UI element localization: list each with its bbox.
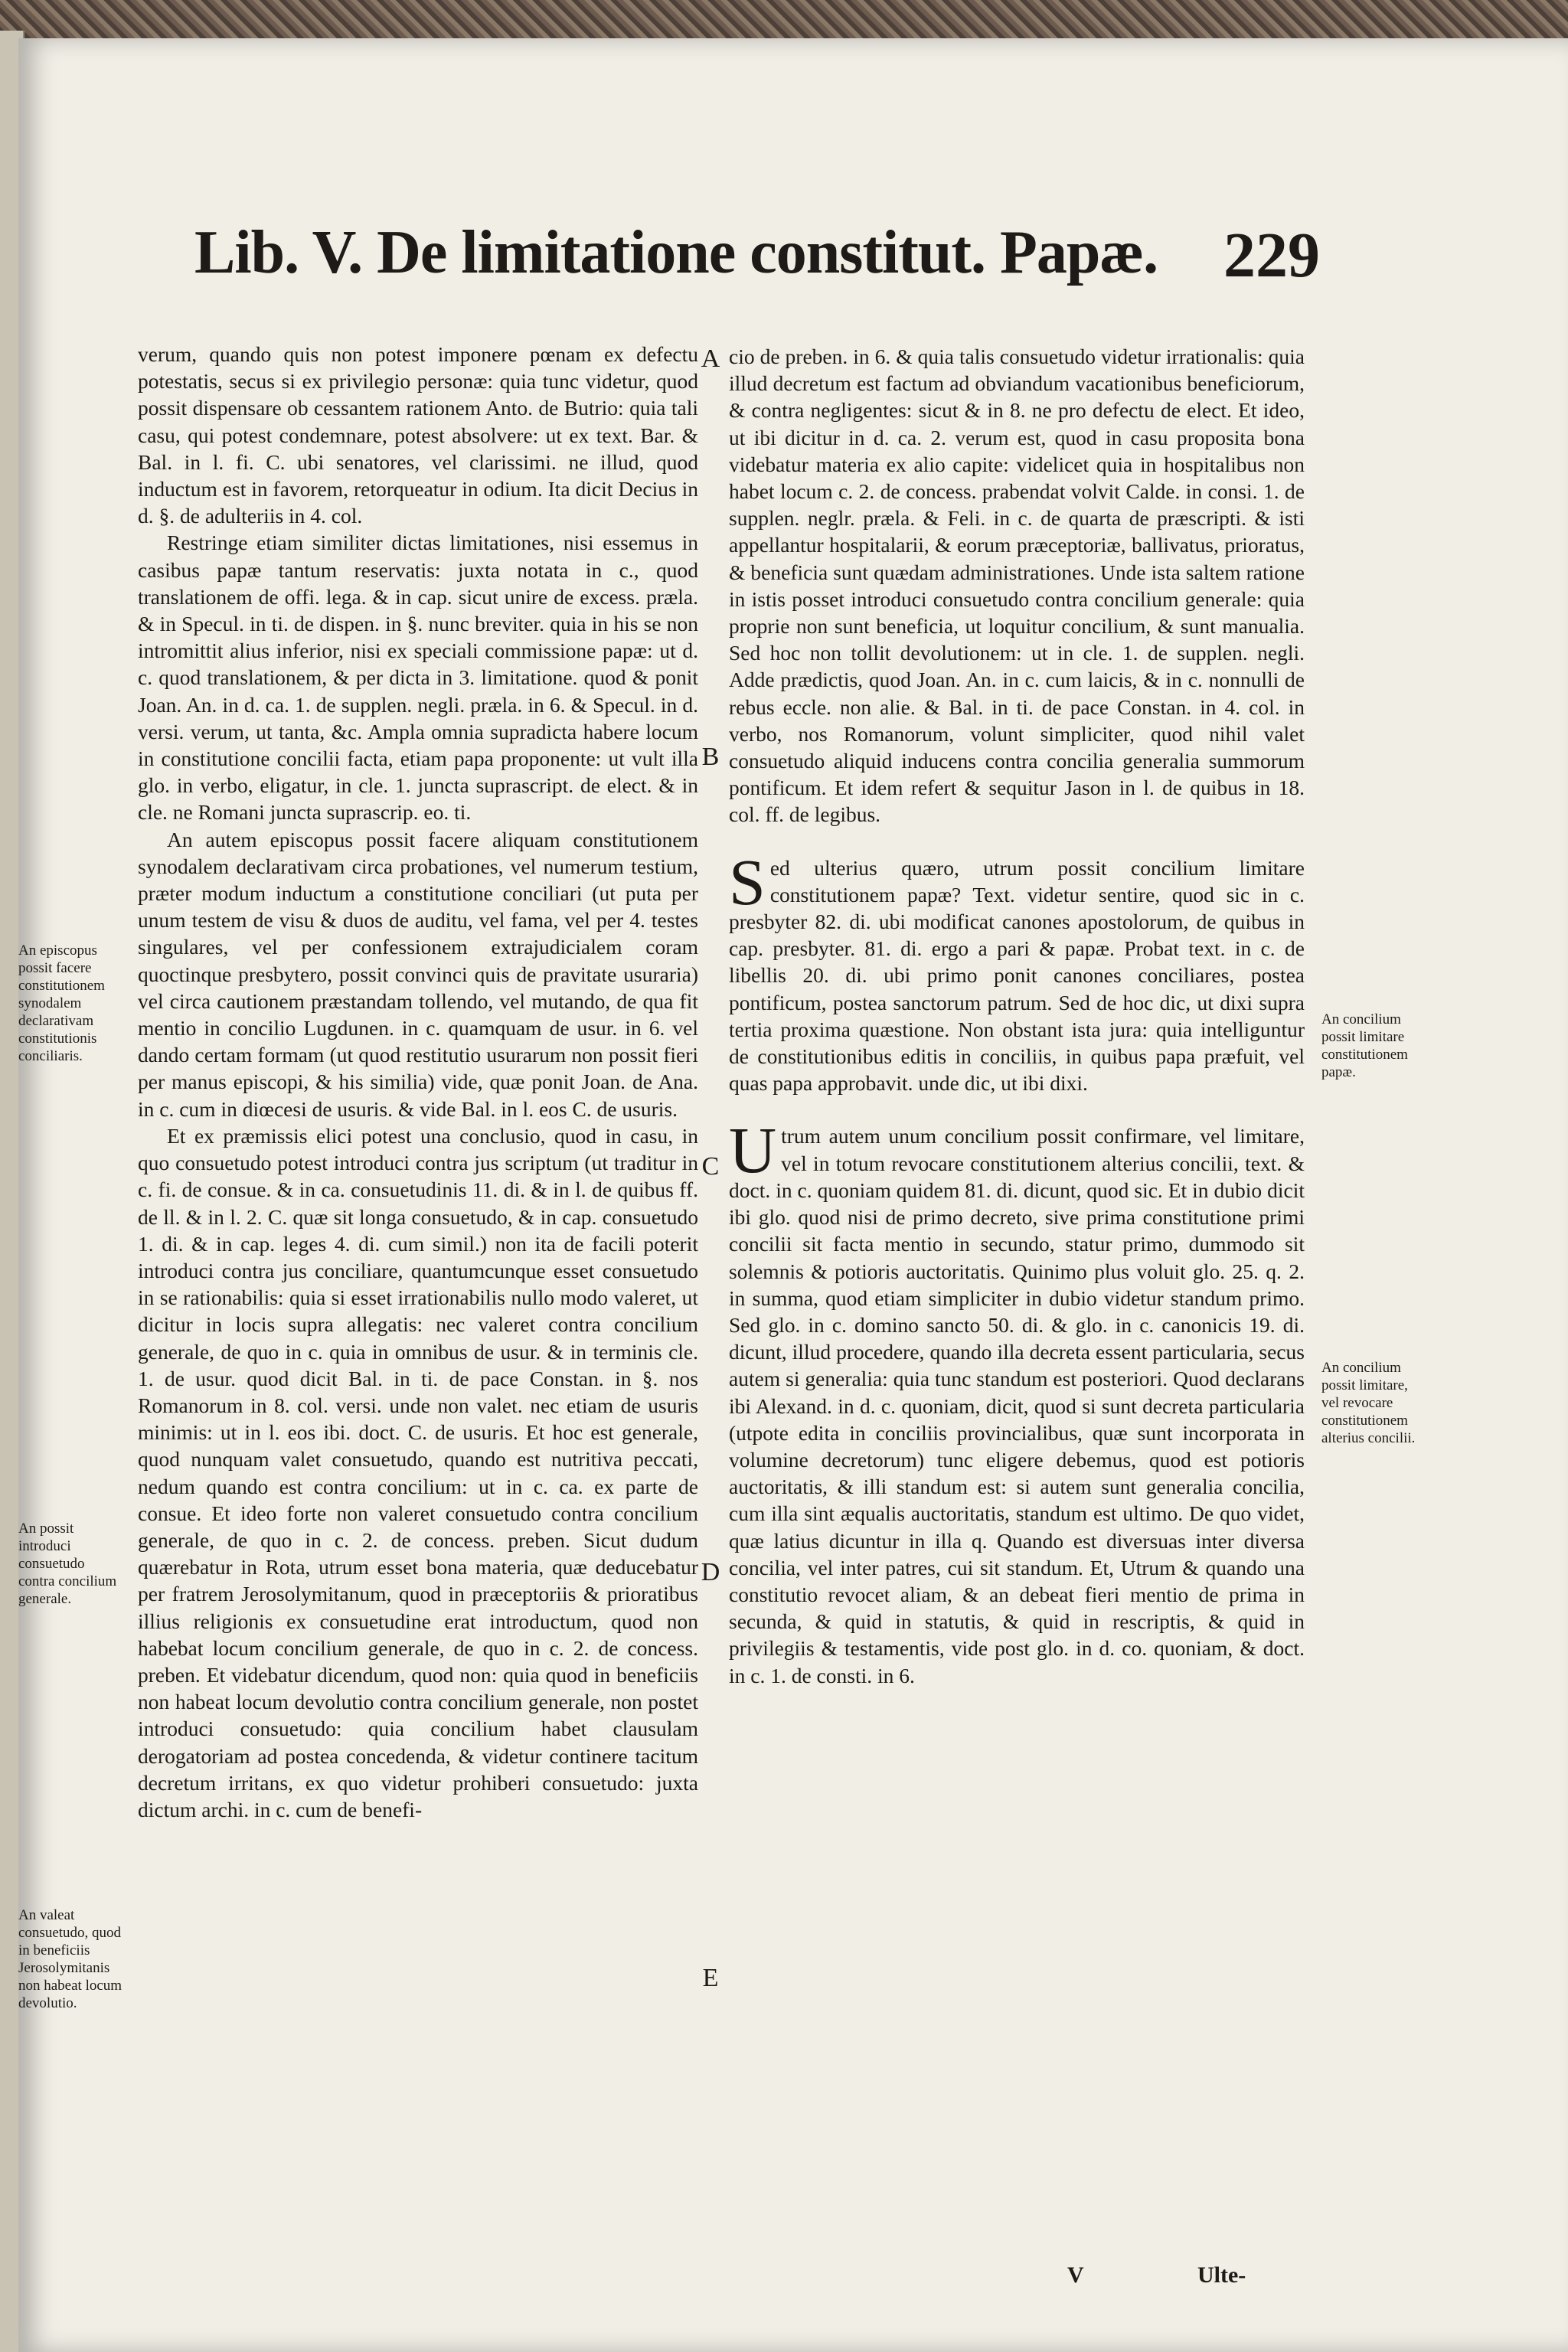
catchword: Ulte- [1197,2262,1246,2288]
marginal-note-left: An episcopus possit facere constitutionem synodalem declarativam constitutionis conciliaris. [18,942,105,1064]
section-letter-e: E [702,1964,719,1992]
paragraph: Et ex præmissis elici potest una conclusio, quod in casu, in quo consuetudo potest introduci contra jus scriptum (ut traditur in c. fi. de consue. & in ca. consuetudinis 11. di. & in l. de quibus ff. de ll. & in l. 2. C. quæ sit longa consuetudo, & in cap. consuetudo 1. di. & in cap. leges 4. di. cum simil.) non ita de facili poterit introduci contra jus conciliare, quantumcunque esset consuetudo in se rationabilis: quia si esset irrationabilis nullo modo valeret, ut dicitur in locis supra allegatis: nec valeret contra concilium generale, de quo in c. quia in omnibus de usur. & in terminis cle. 1. de usur. quod dicit Bal. in ti. de pace Constan. in §. nos Romanorum in 8. col. versi. unde non valet. nec etiam de usuris minimis: ut in l. eos ibi. doct. C. de usuris. Et hoc est generale, quod nunquam valet consuetudo, quando est nutritiva peccati, nedum quando est contra concilium: ut in c. ca. ex parte de consue. Et ideo forte non valeret consuetudo contra concilium generale, de quo in c. 2. de concess. preben. Sicut dudum quærebatur in Rota, utrum esset bona materia, quæ deducebatur per fratrem Jerosolymitanum, quod in præceptoriis & prioratibus illius religionis ex consuetudine erat introductum, quod non habebat locum concilium generale, de quo in c. 2. de concess. preben. Et videbatur dicendum, quod non: quia quod in beneficiis non habeat locum devolutio contra concilium generale, non postet introduci consuetudo: quia concilium habet clausulam derogatoriam ad postea concedenda, & videtur continere tacitum decretum irritans, ex quo videtur prohiberi consuetudo: juxta dictum archi. in c. cum de benefi- [138,1123,698,1821]
marginal-note-left: An possit introduci consuetudo contra concilium generale. [18,1521,117,1607]
paragraph: Restringe etiam similiter dictas limitationes, nisi essemus in casibus papæ tantum reservatis: juxta notata in c., quod translationem de offi. lega. & in cap. sicut unire de excess. præla. & in Specul. in ti. de dispen. in §. nunc breviter. quia in his se non intromittit alius inferior, nisi ex speciali commissione papæ: ut d. c. quod translationem, & per dicta in 3. limitatione. quod & ponit Joan. An. in d. ca. 1. de supplen. negli. præla. in 6. & Specul. in d. versi. verum, ut tanta, &c. Ampla omnia supradicta habere locum in constitutione concilii facta, etiam papa proponente: ut vult illa glo. in verbo, eligatur, in cle. 1. juncta suprascript. de elect. & in cle. ne Romani juncta suprascrip. eo. ti. [138,531,698,825]
running-title: Lib. V. De limitatione constitut. Papæ. [194,219,1158,286]
paragraph: verum, quando quis non potest imponere pœnam ex defectu potestatis, secus si ex privilegio personæ: quia tunc videtur, quod possit dispensare ob cessantem rationem Anto. de Butrio: quia tali casu, qui potest condemnare, potest absolvere: ut ex text. Bar. & Bal. in l. fi. C. ubi senatores, vel clarissimi. ne illud, quod inductum est in favorem, retorqueatur in odium. Ita dicit Decius in d. §. de adulteriis in 4. col. [138,342,698,528]
paragraph-dropcap [729,1113,1305,1688]
section-letter-b: B [701,743,720,771]
section-letter-d: D [701,1558,720,1586]
drop-cap: S [729,844,766,919]
marginal-note-right: An concilium possit limitare, vel revocare constitutionem alterius concilii. [1321,1360,1416,1446]
right-column [729,343,1305,2180]
marginal-note-right: An concilium possit limitare constitutionem papæ. [1321,1011,1408,1080]
section-letter-c: C [701,1152,720,1181]
marginal-note-left: An valeat consuetudo, quod in beneficiis Jerosolymitanis non habeat locum devolutio. [18,1907,122,2011]
paragraph: cio de preben. in 6. & quia talis consuetudo videtur irrationalis: quia illud decretum est factum ad obviandum vacationibus beneficiorum, & contra negligentes: sicut & in 8. ne pro defectu de elect. Et ideo, ut ibi dicitur in d. ca. 2. verum est, quod in casu proposita bona videbatur materia ex alio capite: videlicet quia in hospitalibus non habet locum c. 2. de concess. prabendat volvit Calde. in consi. 1. de supplen. neglr. præla. & Feli. in c. de quarta de præscripti. & isti appellantur hospitalarii, & eorum præceptoriæ, ballivatus, prioratus, & beneficia sunt quædam administrationes. Unde ista saltem ratione in istis posset introduci consuetudo contra concilium generale: quia proprie non sunt beneficia, ut loquitur concilium, & sunt manualia. Sed hoc non tollit devolutionem: ut in cle. 1. de supplen. negli. Adde prædictis, quod Joan. An. in c. cum laicis, & in c. nonnulli de rebus eccle. non alie. & Bal. in ti. de pace Constan. in 4. col. in verbo, nos Romanorum, volunt simpliciter, quod nihil valet consuetudo aliquid inducens contra concilia generalia summorum pontificum. Et idem refert & sequitur Jason in l. de quibus in 18. col. ff. de legibus. [729,345,1305,827]
section-letter-a: A [701,345,720,373]
signature-mark: V [1067,2262,1084,2288]
paragraph-text: ed ulterius quæro, utrum possit concilium limitare constitutionem papæ? Text. videtur sentire, quod sic in c. presbyter 82. di. ubi modificat canones apostolorum, de quibus in cap. presbyter. 81. di. ergo a pari & papæ. Probat text. in c. de libellis 20. di. ubi primo ponit canones conciliares, postea pontificum, postea sanctorum patrum. Sed de hoc dic, ut dixi supra tertia proxima quæstione. Non obstant ista jura: quia intelliguntur de constitutionibus editis in conciliis, in quibus papa præfuit, vel quas papa approbavit. unde dic, ut ibi dixi. [729,855,1305,1096]
paragraph-text: trum autem unum concilium possit confirmare, vel limitare, vel in totum revocare constitutionem alterius concilii, text. & doct. in c. quoniam quidem 81. di. dicunt, quod sic. Et in dubio dicit ibi glo. quod nisi de primo decreto, sive prima constitutione primi concilii sit facta mentio in secundo, statur primo, dummodo sit solemnis & potioris auctoritatis. Quinimo plus voluit glo. 25. q. 2. in summa, quod etiam simpliciter in dubio videtur standum primo. Sed glo. in c. domino sancto 50. di. & glo. in c. canonicis 19. di. dicunt, illud procedere, quando illa decreta essent particularia, secus autem si generalia: quia tunc standum est posteriori. Quod declarans ibi Alexand. in d. c. quoniam, dicit, quod si sunt decreta particularia (utpote edita in conciliis provincialibus, quæ sunt incorporata in volumine decretorum) tunc eligere debemus, quod est potioris auctoritatis, & illi standum est: si autem sunt generalia concilia, cum illa sint æqualis auctoritatis, standum est ultimo. De quo videt, quæ latius dicuntur in illa q. Quando est diversuas inter diversa concilia, vel inter patres, cui sit standum. Et, Utrum & quando una constitutio revocet aliam, & an debeat fieri mentio de prima in secunda, & quid in statutis, & quid in rescriptis, & quid in privilegiis & testamentis, vide post glo. in d. co. quoniam, & doct. in c. 1. de consti. in 6. [729,1124,1305,1687]
drop-cap: U [729,1113,777,1187]
running-head [194,218,1320,310]
paragraph: An autem episcopus possit facere aliquam constitutionem synodalem declarativam circa probationes, vel numerum testium, præter modum inductum a constitutione conciliari (ut puta per unum testem de visu & duos de auditu, vel fama, vel per 4. testes singulares, vel per confessionem extrajudicialem coram quoctinque presbytero, possit convinci quis de pravitate usuraria) vel circa cautionem præstandam tollendo, vel mutando, de qua fit mentio in concilio Lugdunen. in c. quamquam de usur. in 6. vel dando certam formam (ut quod restitutio usurarum non possit fieri per manus episcopi, & his similia) vide, quæ ponit Joan. de Ana. in c. cum in diœcesi de usuris. & vide Bal. in l. eos C. de usuris. [138,827,698,1121]
book-page [18,38,1568,2352]
page-number: 229 [1223,220,1320,291]
paragraph-dropcap [729,844,1305,1097]
left-column [138,341,698,2293]
